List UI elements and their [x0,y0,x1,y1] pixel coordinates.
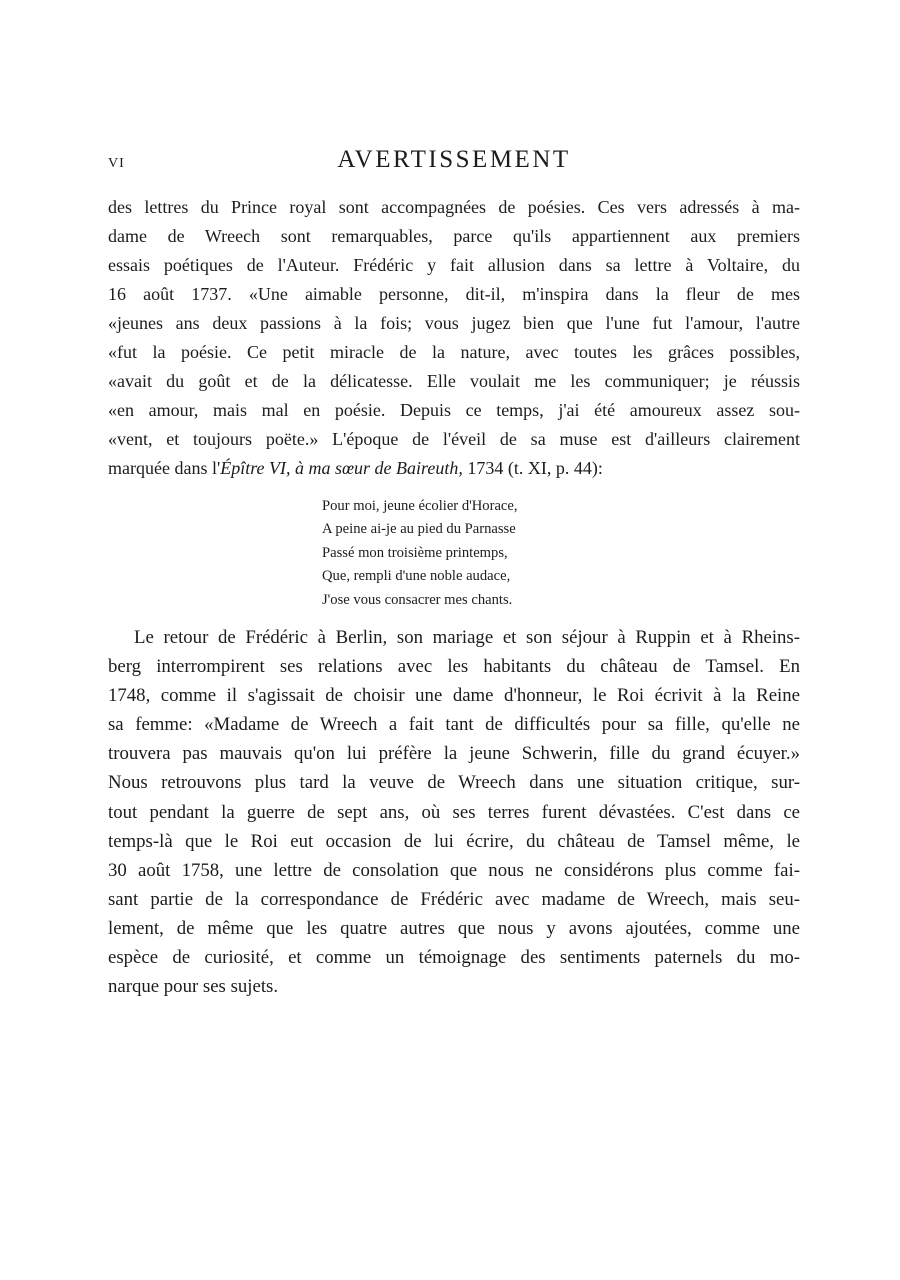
text-line: 1748, comme il s'agissait de choisir une dame d'honneur, le Roi écrivit à la Reine [108,685,800,707]
text-line: Nous retrouvons plus tard la veuve de Wreech dans une situation critique, sur- [108,772,800,794]
verse-line: A peine ai-je au pied du Parnasse [322,521,516,538]
text-line: sant partie de la correspondance de Frédéric avec madame de Wreech, mais seu- [108,888,800,910]
text-line: narque pour ses sujets. [108,976,279,998]
page-number: VI [108,156,125,171]
text-line-with-title [108,454,800,483]
text-line: «vent, et toujours poëte.» L'époque de l'éveil de sa muse est d'ailleurs clairement [108,429,800,449]
text-line: 30 août 1758, une lettre de consolation que nous ne considérons plus comme fai- [108,859,800,881]
running-title: AVERTISSEMENT [337,146,571,173]
text-line: des lettres du Prince royal sont accompagnées de poésies. Ces vers adressés à ma- [108,197,800,217]
verse-line: Pour moi, jeune écolier d'Horace, [322,498,518,514]
paragraph-2 [108,623,800,1001]
text-fragment: 1734 (t. XI, p. 44): [462,458,603,478]
text-line: 16 août 1737. «Une aimable personne, dit-il, m'inspira dans la fleur de mes [108,284,800,304]
text-line: temps-là que le Roi eut occasion de lui écrire, du château de Tamsel même, le [108,830,800,852]
text-fragment: marquée dans l' [108,458,221,478]
text-line: lement, de même que les quatre autres que nous y avons ajoutées, comme une [108,917,800,939]
text-line: «avait du goût et de la délicatesse. Elle voulait me les communiquer; je réussis [108,371,800,391]
verse-line: Que, rempli d'une noble audace, [322,568,511,585]
verse-quotation [322,495,518,612]
text-line: Le retour de Frédéric à Berlin, son mariage et son séjour à Ruppin et à Rheins- [134,627,800,648]
text-line: essais poétiques de l'Auteur. Frédéric y fait allusion dans sa lettre à Voltaire, du [108,255,800,275]
text-line: «fut la poésie. Ce petit miracle de la nature, avec toutes les grâces possibles, [108,342,800,362]
verse-line: Passé mon troisième printemps, [322,544,508,561]
text-line: trouvera pas mauvais qu'on lui préfère la jeune Schwerin, fille du grand écuyer.» [108,743,800,765]
text-line: sa femme: «Madame de Wreech a fait tant de difficultés pour sa fille, qu'elle ne [108,714,800,736]
verse-line: J'ose vous consacrer mes chants. [322,591,513,608]
page-header [108,146,800,186]
text-line: «en amour, mais mal en poésie. Depuis ce temps, j'ai été amoureux assez sou- [108,400,800,420]
text-line: berg interrompirent ses relations avec les habitants du château de Tamsel. En [108,656,800,678]
text-line: «jeunes ans deux passions à la fois; vous jugez bien que l'une fut l'amour, l'autre [108,313,800,333]
text-line: espèce de curiosité, et comme un témoignage des sentiments paternels du mo- [108,947,800,969]
work-title: Épître VI, à ma sœur de Baireuth, [220,458,463,478]
text-line: dame de Wreech sont remarquables, parce qu'ils appartiennent aux premiers [108,226,800,246]
paragraph-1 [108,193,800,483]
text-line: tout pendant la guerre de sept ans, où ses terres furent dévastées. C'est dans ce [108,801,800,823]
